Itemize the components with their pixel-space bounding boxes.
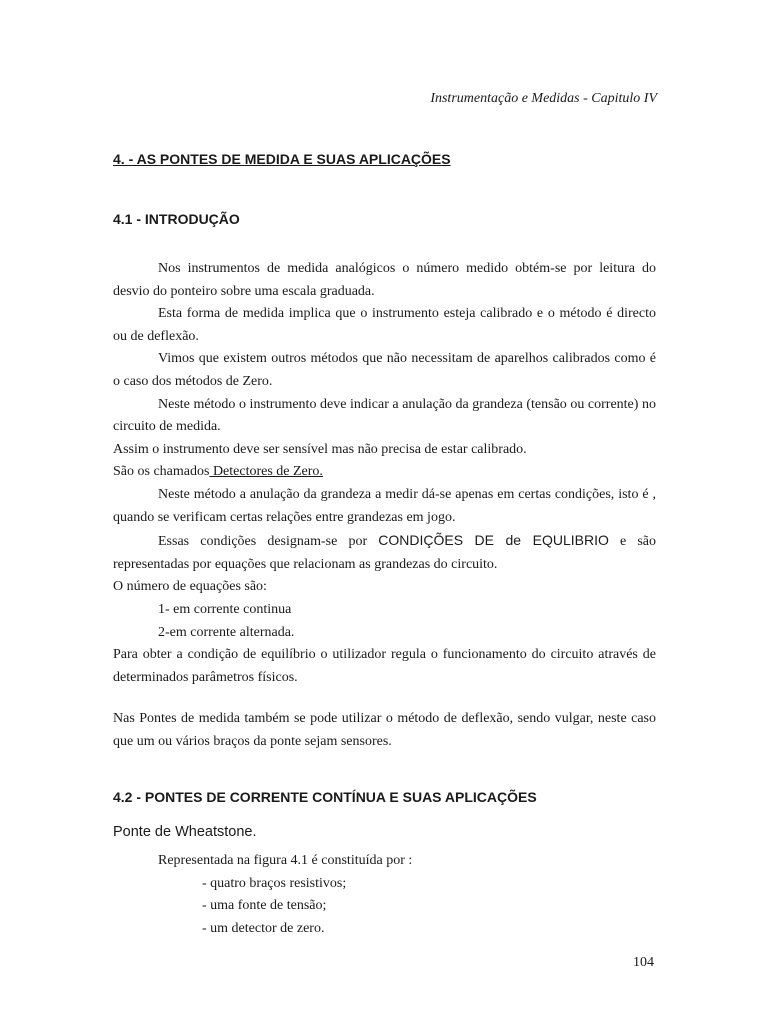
paragraph: [113, 461, 656, 484]
paragraph: Assim o instrumento deve ser sensível mas não precisa de estar calibrado.: [113, 441, 527, 457]
paragraph: O número de equações são:: [113, 579, 267, 595]
list-item: - quatro braços resistivos;: [202, 875, 347, 891]
paragraph: Nos instrumentos de medida analógicos o número medido obtém-se por leitura do desvio do ponteiro sobre uma escala graduada.: [113, 261, 656, 299]
list-item: 1- em corrente continua: [158, 601, 292, 617]
paragraph: Para obter a condição de equilíbrio o utilizador regula o funcionamento do circuito através de determinados parâmetros físicos.: [113, 647, 656, 685]
page-number: 104: [633, 955, 654, 970]
list-item: - uma fonte de tensão;: [202, 898, 327, 914]
paragraph: Neste método a anulação da grandeza a medir dá-se apenas em certas condições, isto é , quando se verificam certas relações entre grandezas em jogo.: [113, 486, 656, 525]
paragraph: Representada na figura 4.1 é constituída por :: [158, 853, 413, 868]
section-title-4-2: 4.2 - PONTES DE CORRENTE CONTÍNUA E SUAS APLICAÇÕES: [113, 789, 537, 805]
wheatstone-body: [113, 850, 656, 940]
section-title-4-1: 4.1 - INTRODUÇÃO: [113, 211, 240, 227]
text-span: São os chamados: [113, 464, 210, 480]
intro-body: [113, 258, 656, 689]
text-span: e são representadas por equações que relacionam as grandezas do circuito.: [113, 534, 656, 572]
chapter-title: 4. - AS PONTES DE MEDIDA E SUAS APLICAÇÕES: [113, 151, 451, 167]
paragraph: Vimos que existem outros métodos que não necessitam de aparelhos calibrados como é o caso dos métodos de Zero.: [113, 351, 656, 389]
paragraph: Nas Pontes de medida também se pode utilizar o método de deflexão, sendo vulgar, neste caso que um ou vários braços da ponte sejam sensores.: [113, 711, 656, 749]
paragraph: Neste método o instrumento deve indicar a anulação da grandeza (tensão ou corrente) no circuito de medida.: [113, 396, 656, 435]
paragraph: [113, 529, 656, 576]
running-header: Instrumentação e Medidas - Capitulo IV: [430, 91, 657, 106]
subheading: Ponte de Wheatstone.: [113, 824, 257, 840]
underlined-term: Detectores de Zero.: [209, 464, 323, 480]
list-item: 2-em corrente alternada.: [158, 624, 295, 640]
text-span: Essas condições designam-se por: [158, 534, 379, 550]
emphasis-term: CONDIÇÕES DE de EQULIBRIO: [378, 532, 609, 549]
deflection-paragraph-block: [113, 708, 656, 753]
list-item: - um detector de zero.: [202, 920, 325, 936]
paragraph: Esta forma de medida implica que o instrumento esteja calibrado e o método é directo ou de deflexão.: [113, 306, 656, 344]
